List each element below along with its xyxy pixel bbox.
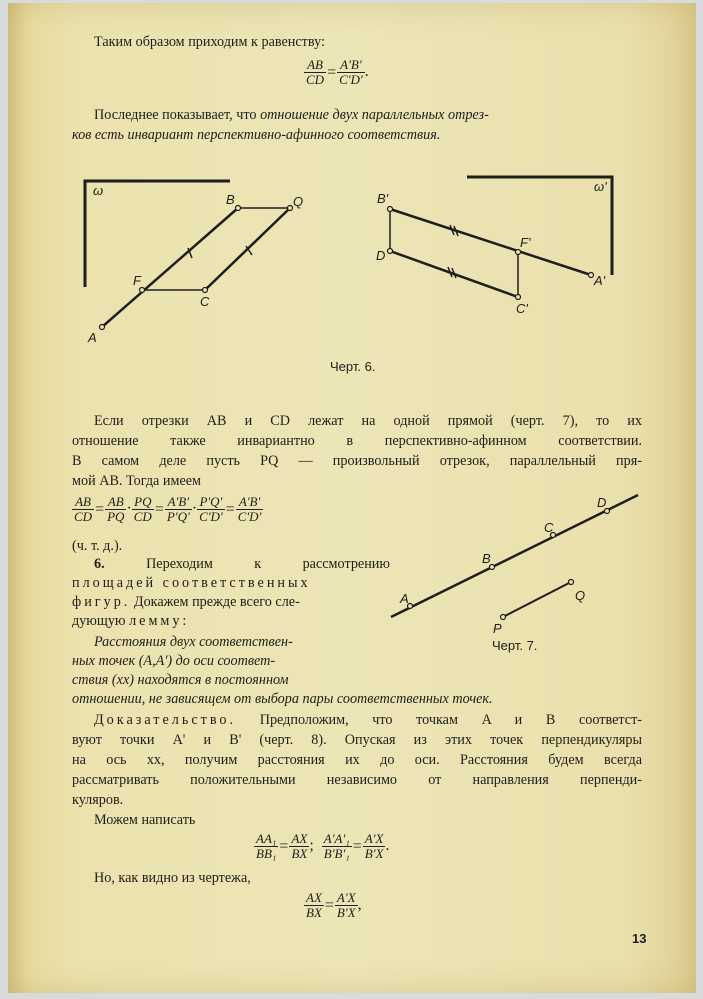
fraction-numerator: A'X [364,831,384,846]
point-label-B: B [226,192,235,207]
point-label-C-prime: C' [516,301,528,316]
point-label-C: C [200,294,210,309]
equals-sign: = [225,500,235,518]
fraction-numerator: AB [72,495,94,510]
page-number: 13 [632,931,647,946]
section-6-line1 [94,555,390,574]
plane-omega-prime-frame [467,177,612,275]
point-label-B-prime: B' [377,191,389,206]
equals-sign: = [352,837,362,855]
proof-label: Доказательство. [94,712,237,728]
lemma-line: ных точек (A,A') до оси соответ- [72,653,276,669]
fraction-denominator: CD [133,509,152,524]
lemma-line: ствия (xx) находятся в постоянном [72,672,289,688]
section-6-line4 [72,612,189,631]
qed-marker: (ч. т. д.). [72,538,123,554]
formula-axis-ratio [304,891,362,920]
comma: , [357,896,362,914]
plane-label-omega: ω [93,183,104,198]
point-label-D: D [597,495,607,510]
fraction-denominator: BX [291,846,308,861]
spaced-word: лемму: [129,613,190,629]
paragraph-line: отношение также инвариантно в перспективно-афинном соответствии. [72,433,642,449]
proof-line1 [94,711,642,730]
book-page [8,3,696,993]
fraction-numerator: AB [105,495,126,510]
paragraph-line: В самом деле пусть PQ — произвольный отрезок, параллельный пря- [72,453,642,469]
point-label-P: P [493,621,502,636]
fraction-denominator: P'Q' [166,509,190,524]
can-write-line: Можем написать [94,812,196,828]
point-label-F: F [133,273,141,288]
fraction-numerator: AB [304,58,326,73]
point-label-A-prime: A' [594,273,606,288]
fraction-denominator: CD [306,72,325,87]
fraction-numerator: A'B' [165,495,192,510]
proof-line: на ось xx, получим расстояния их до оси. Расстояния будем всегда [72,752,642,768]
fraction-numerator: A'B' [236,495,264,510]
period: . [385,837,390,855]
point-label-F-prime: F' [520,235,531,250]
dot-sign: · [191,500,198,518]
fraction-denominator: B'X [336,905,356,920]
paragraph-line: Если отрезки AB и CD лежат на одной прямой (черт. 7), то их [94,413,642,429]
lemma-line: отношении, не зависящем от выбора пары соответственных точек. [72,691,493,707]
semicolon: ; [309,837,314,855]
equals-sign: = [279,837,289,855]
section-number: 6. [94,556,105,572]
dot-sign: · [126,500,132,518]
intro-line: Таким образом приходим к равенству: [94,34,325,50]
point-label-D: D [376,248,386,263]
section-text: Докажем прежде всего сле- [130,594,300,610]
but-line: Но, как видно из чертежа, [94,870,251,886]
proof-line: вуют точки A' и B' (черт. 8). Опуская из этих точек перпендикуляры [72,732,642,748]
plane-label-omega-prime: ω' [594,179,607,194]
proof-text: Предположим, что точкам A и B соответст- [236,712,642,728]
formula-distance-ratios [254,832,389,861]
fraction-denominator: BB₁ [256,846,277,861]
fraction-numerator: AX [306,890,322,905]
fraction-denominator: CD [74,509,93,524]
equals-sign: = [327,63,337,81]
equals-sign: = [95,500,105,518]
invariant-statement-line2: ков есть инвариант перспективно-афинного соответствия. [72,127,441,143]
lemma-line: Расстояния двух соответствен- [94,634,293,650]
fraction-denominator: C'D' [199,509,223,524]
point-label-A: A [88,330,97,345]
proof-line: куляров. [72,792,124,808]
proof-line: рассматривать положительными независимо от направления перпенди- [72,772,642,788]
fraction-denominator: B'X [364,846,384,861]
point-label-Q: Q [575,588,586,603]
figure-6 [8,3,696,383]
fraction-numerator: A'B' [337,58,365,73]
paragraph-line: мой AB. Тогда имеем [72,473,202,489]
fraction-denominator: C'D' [339,72,363,87]
equals-sign: = [154,500,164,518]
fraction-denominator: B'B'₁ [323,846,350,861]
fraction-numerator: AX [291,831,308,846]
section-text: Переходим к рассмотрению [146,556,390,572]
point-label-A: A [400,591,409,606]
point-label-B: B [482,551,491,566]
figure-7-caption: Черт. 7. [492,638,538,653]
fraction-numerator: PQ [132,495,154,510]
point-label-C: C [544,520,554,535]
fraction-numerator: P'Q' [197,495,225,510]
section-6-line2: площадей соответственных [72,575,311,591]
fraction-denominator: BX [306,905,322,920]
figure-6-caption: Черт. 6. [330,359,376,374]
fraction-numerator: A'A'₁ [323,831,350,846]
figure-7 [388,483,668,643]
section-text: дующую [72,613,130,629]
statement-text: Последнее показывает, что [94,107,261,123]
section-6-line3 [72,593,300,612]
fraction-denominator: C'D' [237,509,262,524]
fraction-numerator: AA₁ [256,831,277,846]
point-label-Q: Q [293,194,304,209]
fraction-numerator: A'X [336,890,356,905]
statement-italic: отношение двух параллельных отрез- [260,107,489,123]
fraction-denominator: PQ [107,509,125,524]
formula-collinear-ratio [72,495,263,524]
spaced-word: фигур. [72,594,131,610]
period: . [364,63,369,81]
equals-sign: = [324,896,334,914]
